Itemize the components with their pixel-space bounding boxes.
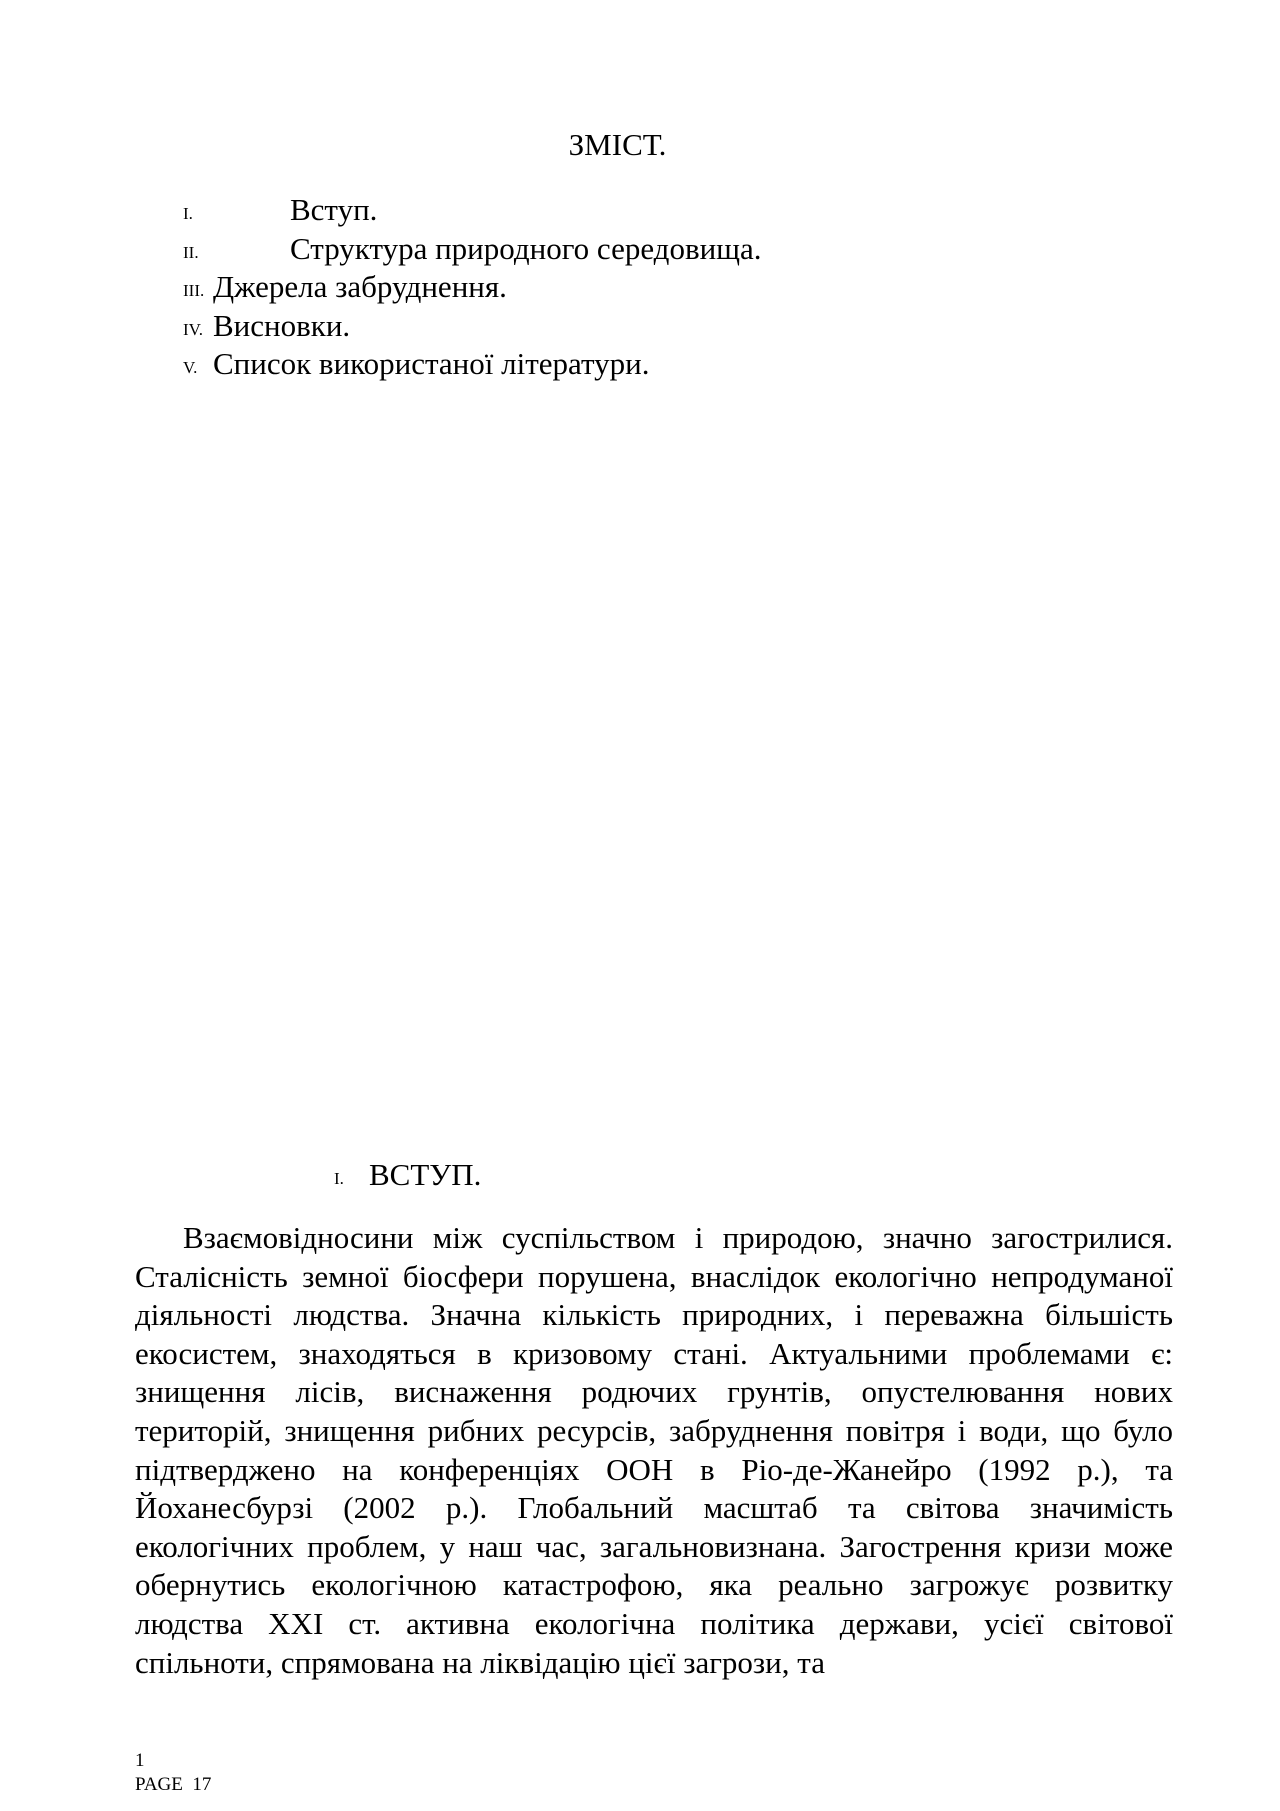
toc-item-number: III. [183,281,205,300]
section-title: ВСТУП. [369,1157,482,1192]
toc-title: ЗМІСТ. [568,127,667,162]
toc-item-number: IV. [183,319,203,339]
toc-item-number: II. [183,242,199,262]
section-number: I. [334,1169,344,1188]
footnote-number: 1 [135,1750,145,1771]
page-field: PAGE 17 [135,1774,212,1795]
toc-item-number: V. [183,358,198,377]
body-paragraph: Взаємовідносини між суспільством і природою, значно загострилися. Сталісність земної біосфери порушена, внаслідок екологічно непродуманої діяльності людства. Значна кількість природних, і переважна більшість екосистем, знаходяться в кризовому стані. Актуальними проблемами є: знищення лісів, виснаження родючих грунтів, опустелювання нових територій, знищення рибних ресурсів, забруднення повітря і води, що було підтверджено на конференціях ООН в Ріо-де-Жанейро (1992 р.), та Йоханесбурзі (2002 р.). Глобальний масштаб та світова значимість екологічних проблем, у наш час, загальновизнана. Загострення кризи може обернутись екологічною катастрофою, яка реально загрожує розвитку людства XXI ст. активна екологічна політика держави, усієї світової спільноти, спрямована на ліквідацію цієї загрози, та [135,1220,1173,1680]
toc-item-label: Висновки. [213,307,351,343]
toc-item-label: Вступ. [290,192,378,227]
toc-item-label: Джерела забруднення. [213,269,507,304]
toc-item-label: Список використаної літератури. [213,346,650,381]
toc-item-label: Структура природного середовища. [290,230,762,266]
toc-item-number: I. [183,204,193,223]
